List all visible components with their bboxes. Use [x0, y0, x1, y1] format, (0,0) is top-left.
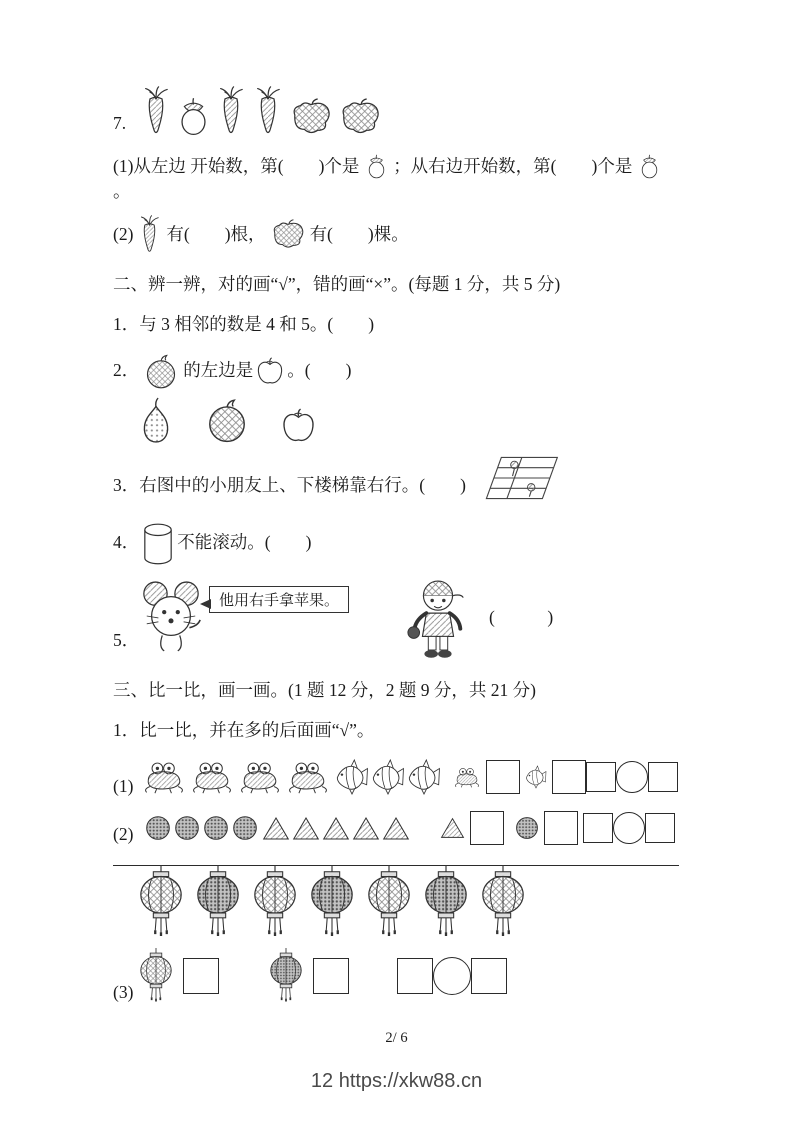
gray-circle-icon: [203, 815, 229, 841]
item2-text-mid: 的左边是: [183, 359, 254, 380]
watermelon-icon: [142, 353, 180, 389]
section3-item-1: 1．比一比，并在多的后面画“√”。: [113, 719, 375, 740]
compare-row-1: [113, 757, 679, 797]
lantern-dark-icon: [267, 948, 305, 1003]
section2-title: 二、辨一辨，对的画“√”，错的画“×”。(每题 1 分，共 5 分): [113, 273, 561, 294]
lantern-crosshatch-icon: [365, 865, 413, 938]
section2-item-1: 1．与 3 相邻的数是 4 和 5。( ): [113, 314, 375, 335]
circle-group: [145, 815, 258, 841]
item5-answer-paren: ( ): [489, 606, 554, 627]
gray-circle-icon: [515, 816, 539, 840]
number-box: [645, 813, 675, 843]
item2-text-end: 。( ): [287, 359, 352, 380]
answer-box: [544, 811, 578, 845]
sub2-label: (2): [113, 223, 134, 244]
gray-circle-icon: [145, 815, 171, 841]
triangle-icon: [292, 816, 320, 841]
compare-row-3: [113, 948, 679, 1003]
lantern-crosshatch-icon: [137, 948, 175, 1003]
row1-answer-area: [453, 760, 586, 794]
page-number: 2/ 6: [385, 1030, 408, 1046]
answer-box: [183, 958, 219, 994]
question-7-number: 7.: [113, 112, 127, 133]
watermelon-icon: [203, 397, 251, 443]
triangle-icon: [322, 816, 350, 841]
fish-icon: [407, 757, 441, 797]
comparison-circle: [613, 812, 645, 844]
lantern-dark-icon: [308, 865, 356, 938]
row2-comparison-boxes: [583, 812, 675, 844]
sub2-text-2: 有( )棵。: [309, 223, 409, 244]
lantern-crosshatch-icon: [137, 865, 185, 938]
item3-text: 3．右图中的小朋友上、下楼梯靠右行。( ): [113, 474, 466, 495]
triangle-icon: [440, 817, 465, 839]
item5-number: 5．: [113, 629, 140, 650]
sub1-text-end: 。: [113, 181, 131, 202]
number-box: [397, 958, 433, 994]
number-box: [648, 762, 678, 792]
pepper-icon: [289, 98, 333, 136]
answer-box: [486, 760, 520, 794]
worksheet-content: [113, 86, 679, 1003]
lantern-crosshatch-icon: [251, 865, 299, 938]
number-box: [583, 813, 613, 843]
triangle-icon: [262, 816, 290, 841]
row3-pair-b: [267, 948, 349, 1003]
comparison-circle: [433, 957, 471, 995]
frog-icon: [453, 767, 481, 788]
row3-pair-a: [137, 948, 219, 1003]
lantern-row: [113, 865, 679, 938]
speech-bubble: [209, 586, 349, 613]
triangle-icon: [382, 816, 410, 841]
section2-item-3: [113, 458, 679, 514]
frog-icon: [141, 761, 187, 794]
comparison-circle: [616, 761, 648, 793]
carrot-icon: [137, 215, 162, 254]
eggplant-icon: [366, 154, 387, 179]
question-7-sub1: [113, 154, 679, 205]
carrot-icon: [252, 86, 284, 136]
fish-group: [335, 757, 441, 797]
answer-box: [470, 811, 504, 845]
item2-number: 2．: [113, 359, 140, 380]
item4-text: 不能滚动。( ): [177, 531, 312, 552]
speech-bubble-text: 他用右手拿苹果。: [219, 592, 340, 609]
answer-box: [552, 760, 586, 794]
watermark-url: 12 https://xkw88.cn: [310, 1070, 483, 1092]
fish-icon: [525, 764, 547, 790]
section2-item-2: [113, 353, 679, 389]
frog-icon: [237, 761, 283, 794]
sub1-text-mid: ；从右边开始数，第( )个是: [393, 156, 633, 176]
row1-label: (1): [113, 776, 134, 797]
lantern-dark-icon: [422, 865, 470, 938]
sub2-text-1: 有( )根，: [166, 223, 266, 244]
answer-box: [313, 958, 349, 994]
question-7-header: [113, 86, 679, 136]
row2-answer-area: [440, 811, 578, 845]
pear-icon: [139, 397, 173, 443]
triangle-group: [262, 816, 410, 841]
lantern-dark-icon: [194, 865, 242, 938]
eggplant-icon: [639, 154, 660, 179]
gray-circle-icon: [174, 815, 200, 841]
frog-icon: [285, 761, 331, 794]
vegetable-row: [140, 86, 382, 136]
number-box: [586, 762, 616, 792]
fish-icon: [371, 757, 405, 797]
row3-comparison-boxes: [397, 957, 507, 995]
sub1-text-pre: (1)从左边 开始数，第( )个是: [113, 156, 360, 176]
stairs-image: [474, 450, 566, 506]
fish-icon: [335, 757, 369, 797]
pepper-icon: [338, 98, 382, 136]
staircase-icon: [477, 450, 563, 506]
boy-icon: [405, 574, 471, 660]
item4-number: 4．: [113, 531, 140, 552]
pepper-icon: [270, 219, 306, 250]
apple-icon: [256, 357, 284, 385]
section3-title: 三、比一比，画一画。(1 题 12 分，2 题 9 分，共 21 分): [113, 679, 536, 700]
mouse-icon: [139, 579, 203, 653]
apple-icon: [281, 408, 316, 443]
number-box: [471, 958, 507, 994]
lantern-crosshatch-icon: [479, 865, 527, 938]
frog-icon: [189, 761, 235, 794]
eggplant-icon: [177, 97, 210, 136]
compare-row-2: [113, 811, 679, 845]
frog-group: [141, 761, 331, 794]
section2-item-4: [113, 520, 679, 566]
row1-comparison-boxes: [586, 761, 678, 793]
row3-label: (3): [113, 982, 134, 1003]
cylinder-icon: [142, 520, 174, 566]
triangle-icon: [352, 816, 380, 841]
fruit-row: [113, 397, 679, 443]
boy-image: [405, 574, 471, 665]
section2-item-5: [113, 574, 679, 664]
row2-label: (2): [113, 824, 134, 845]
carrot-icon: [140, 86, 172, 136]
question-7-sub2: [113, 215, 679, 254]
carrot-icon: [215, 86, 247, 136]
mouse-image: [139, 579, 203, 658]
gray-circle-icon: [232, 815, 258, 841]
